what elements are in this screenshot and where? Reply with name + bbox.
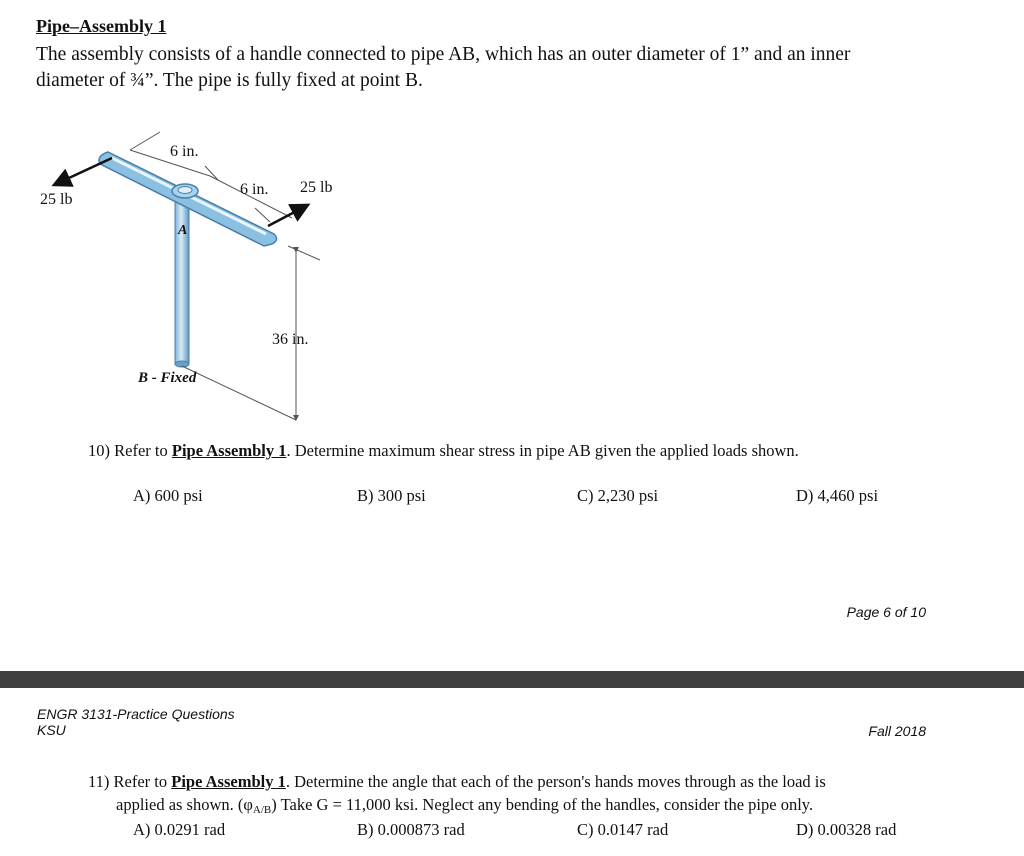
label-load-left: 25 lb — [40, 191, 73, 208]
q10-choice-a: A) 600 psi — [133, 486, 203, 505]
label-point-b: B - Fixed — [138, 370, 197, 386]
q10-choice-b: B) 300 psi — [357, 486, 426, 505]
q11-choice-b: B) 0.000873 rad — [357, 820, 465, 839]
section-title: Pipe–Assembly 1 — [36, 16, 167, 36]
q10-text: . Determine maximum shear stress in pipe AB given the applied loads shown. — [286, 441, 799, 460]
label-point-a: A — [178, 223, 188, 238]
q11-choice-a: A) 0.0291 rad — [133, 820, 226, 839]
term-label: Fall 2018 — [868, 723, 926, 739]
q11-number: 11) Refer to — [88, 772, 172, 791]
label-dim-left: 6 in. — [170, 143, 199, 160]
q10-choice-c: C) 2,230 psi — [577, 486, 659, 505]
page-break-divider — [0, 671, 1024, 688]
pipe-assembly-figure — [30, 118, 360, 428]
intro-line-1: The assembly consists of a handle connected to pipe AB, which has an outer diameter of 1” and an inner — [36, 44, 851, 65]
problem-description — [36, 42, 966, 94]
label-load-right: 25 lb — [300, 179, 333, 196]
q10-choice-d: D) 4,460 psi — [796, 486, 879, 505]
question-11-line-2: applied as shown. $(\varphi_{A/B})$ Take G = 11,000 ksi. Neglect any bending of the handles, consider the pipe only. — [116, 795, 814, 816]
q11-reference: Pipe Assembly 1 — [171, 772, 286, 791]
q11-choice-c: C) 0.0147 rad — [577, 820, 669, 839]
q11-text: . Determine the angle that each of the person's hands moves through as the load is — [285, 772, 826, 791]
intro-line-2: diameter of ¾”. The pipe is fully fixed at point B. — [36, 70, 423, 91]
label-dim-height: 36 in. — [272, 331, 309, 348]
course-name: ENGR 3131-Practice Questions — [37, 706, 235, 722]
next-page-header — [37, 706, 235, 738]
question-10 — [88, 440, 799, 462]
pipe-ab — [175, 196, 189, 364]
load-arrow-left — [56, 158, 112, 184]
question-11 — [88, 771, 826, 793]
q10-number: 10) Refer to — [88, 441, 172, 460]
phi-subscript: A/B — [252, 804, 272, 816]
label-dim-right: 6 in. — [240, 181, 269, 198]
page-number: Page 6 of 10 — [846, 604, 926, 620]
q11-choice-d: D) 0.00328 rad — [796, 820, 897, 839]
q10-reference: Pipe Assembly 1 — [171, 441, 287, 460]
school-name: KSU — [37, 722, 66, 738]
